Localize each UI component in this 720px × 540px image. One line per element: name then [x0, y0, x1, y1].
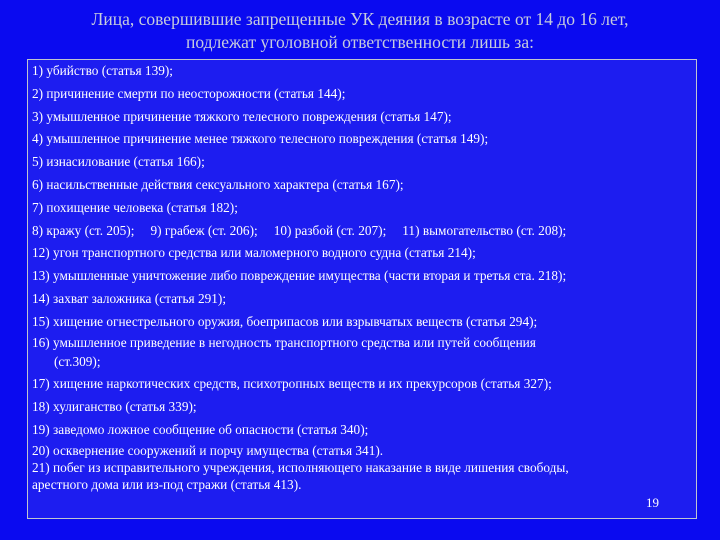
list-item: 12) угон транспортного средства или маломерного водного судна (статья 214); [32, 245, 476, 261]
list-item: 1) убийство (статья 139); [32, 63, 173, 78]
list-item-continuation: (ст.309); [54, 353, 101, 369]
list-item: 17) хищение наркотических средств, психотропных веществ и их прекурсоров (статья 327); [32, 376, 552, 392]
list-item: 4) умышленное причинение менее тяжкого телесного повреждения (статья 149); [32, 131, 489, 147]
list-item: 21) побег из исправительного учреждения, исполняющего наказание в виде лишения свободы, [32, 459, 569, 475]
list-item: 14) захват заложника (статья 291); [32, 290, 227, 306]
list-item: 3) умышленное причинение тяжкого телесного повреждения (статья 147); [32, 108, 452, 124]
list-item: 11) вымогательство (ст. 208); [402, 222, 567, 238]
list-item: 7) похищение человека (статья 182); [32, 199, 238, 215]
list-item: 8) кражу (ст. 205); [32, 222, 135, 238]
list-item: 10) разбой (ст. 207); [273, 222, 387, 238]
list-item: 19) заведомо ложное сообщение об опасности (статья 340); [32, 421, 369, 437]
list-item: 6) насильственные действия сексуального характера (статья 167); [32, 176, 404, 192]
title-line-2: подлежат уголовной ответственности лишь за: [186, 32, 534, 52]
title-line-1: Лица, совершившие запрещенные УК деяния в возрасте от 14 до 16 лет, [91, 9, 629, 29]
slide-title [20, 8, 700, 54]
list-item: 2) причинение смерти по неосторожности (статья 144); [32, 85, 346, 101]
list-item: 15) хищение огнестрельного оружия, боеприпасов или взрывчатых веществ (статья 294); [32, 313, 538, 329]
list-item: 20) осквернение сооружений и порчу имущества (статья 341). [32, 442, 384, 458]
article-list-box [27, 59, 697, 519]
list-item: 16) умышленное приведение в негодность транспортного средства или путей сообщения [32, 334, 536, 350]
page-number: 19 [646, 495, 659, 510]
list-item: 18) хулиганство (статья 339); [32, 399, 197, 415]
list-item: 5) изнасилование (статья 166); [32, 154, 205, 170]
list-row-items-8-11 [32, 220, 692, 243]
list-item: 13) умышленные уничтожение либо повреждение имущества (части вторая и третья ста. 218); [32, 268, 567, 284]
list-item-continuation: арестного дома или из-под стражи (статья 413). [32, 476, 302, 492]
list-item: 9) грабеж (ст. 206); [150, 222, 258, 238]
